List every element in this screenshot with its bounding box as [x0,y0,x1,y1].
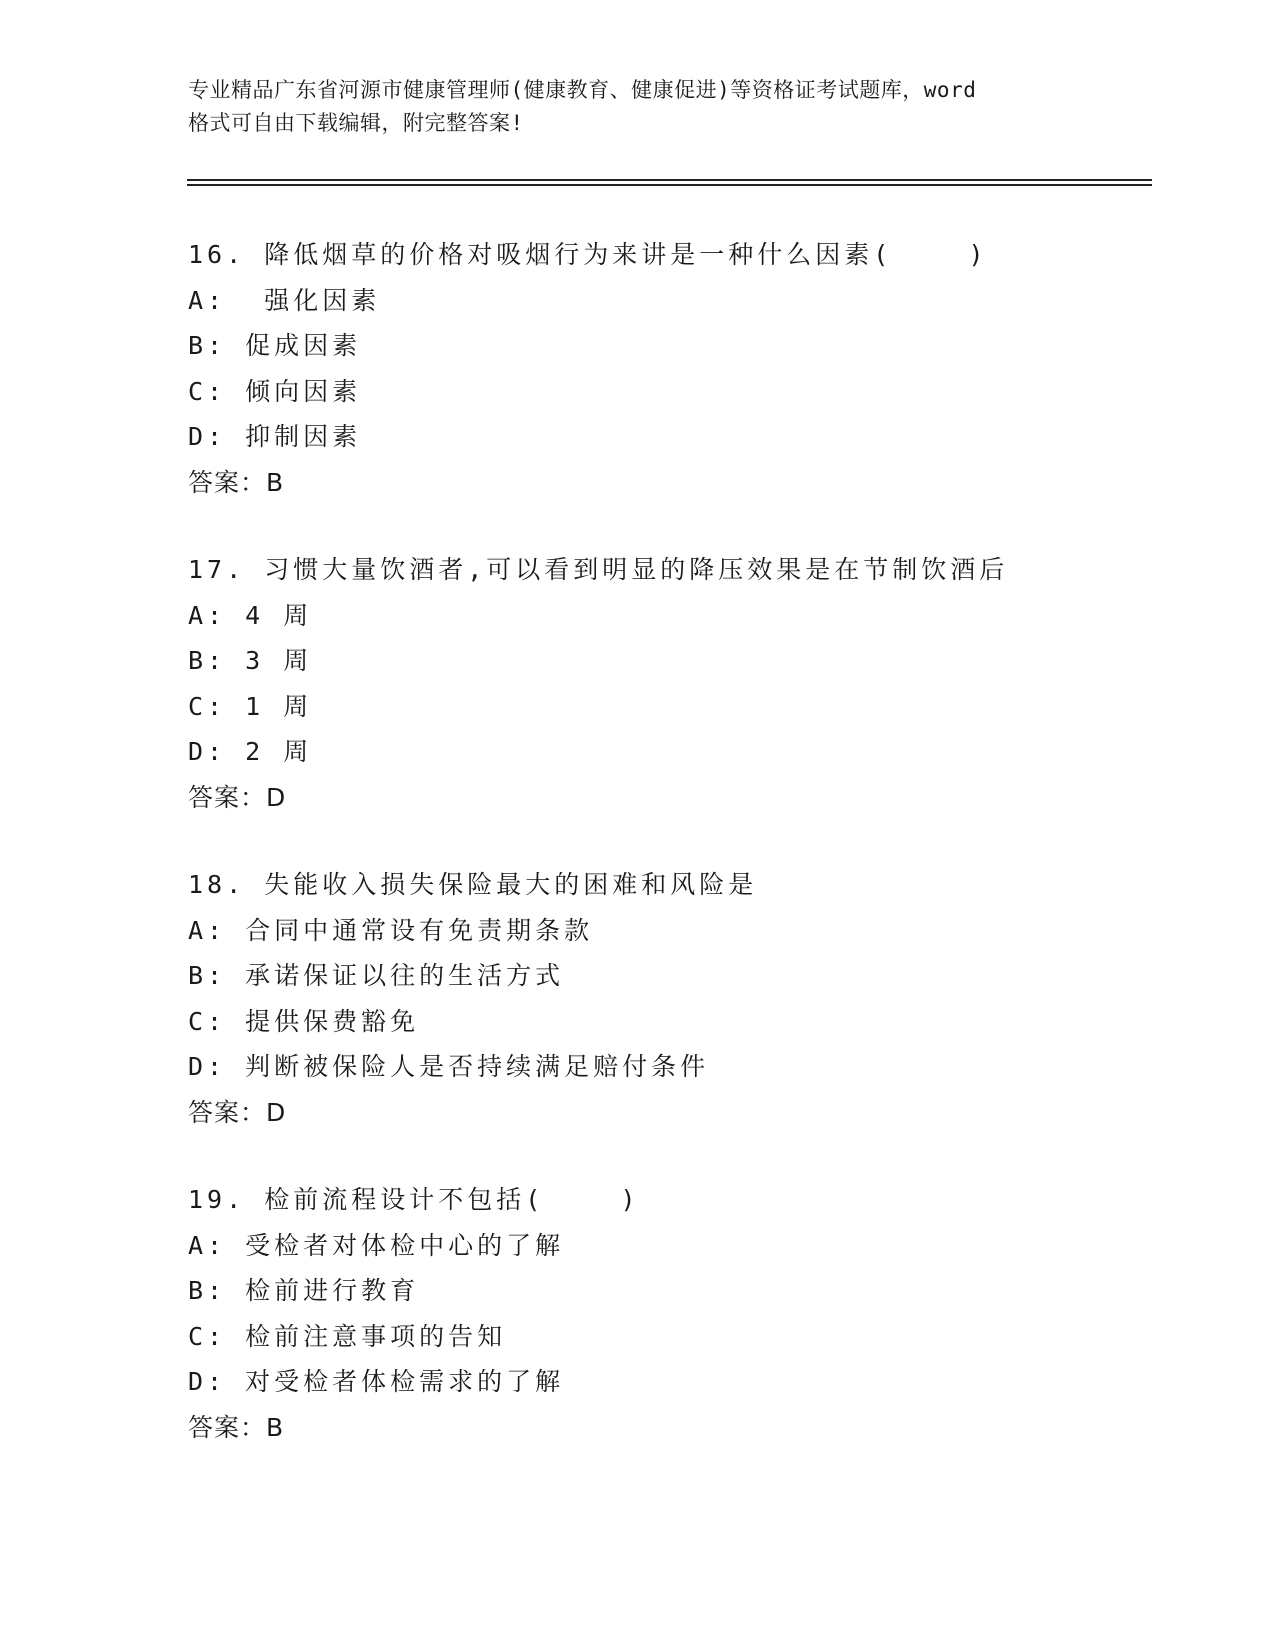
question-stem: 18. 失能收入损失保险最大的困难和风险是 [188,870,758,899]
option-b: B: 3 周 [188,646,313,676]
option-b: B: 促成因素 [188,331,362,361]
option-c: C: 1 周 [188,691,313,721]
header-line-2: 格式可自由下载编辑，附完整答案! [188,111,524,135]
answer-line: 答案：D [188,782,287,812]
option-c: C: 提供保费豁免 [188,1006,420,1036]
option-d: D: 抑制因素 [188,422,362,452]
question-stem: 16. 降低烟草的价格对吸烟行为来讲是一种什么因素( ) [188,240,988,269]
option-b: B: 检前进行教育 [188,1276,420,1306]
document-header [188,74,1088,140]
option-d: D: 对受检者体检需求的了解 [188,1367,565,1397]
question-18 [188,862,1148,1136]
option-d: D: 判断被保险人是否持续满足赔付条件 [188,1052,710,1082]
option-b: B: 承诺保证以往的生活方式 [188,961,565,991]
answer-line: 答案：B [188,467,285,497]
question-19 [188,1177,1148,1451]
option-c: C: 倾向因素 [188,376,362,406]
question-16 [188,232,1148,506]
option-a: A: 强化因素 [188,285,381,315]
option-a: A: 合同中通常设有免责期条款 [188,915,594,945]
option-c: C: 检前注意事项的告知 [188,1321,507,1351]
header-divider-bottom [187,184,1152,186]
question-stem: 17. 习惯大量饮酒者,可以看到明显的降压效果是在节制饮酒后 [188,555,1009,584]
option-a: A: 4 周 [188,600,313,630]
answer-line: 答案：D [188,1097,287,1127]
header-divider-top [187,179,1152,181]
question-stem: 19. 检前流程设计不包括( ) [188,1185,640,1214]
option-d: D: 2 周 [188,737,313,767]
header-line-1: 专业精品广东省河源市健康管理师(健康教育、健康促进)等资格证考试题库，word [188,78,977,102]
option-a: A: 受检者对体检中心的了解 [188,1230,565,1260]
question-17 [188,547,1148,821]
answer-line: 答案：B [188,1412,285,1442]
